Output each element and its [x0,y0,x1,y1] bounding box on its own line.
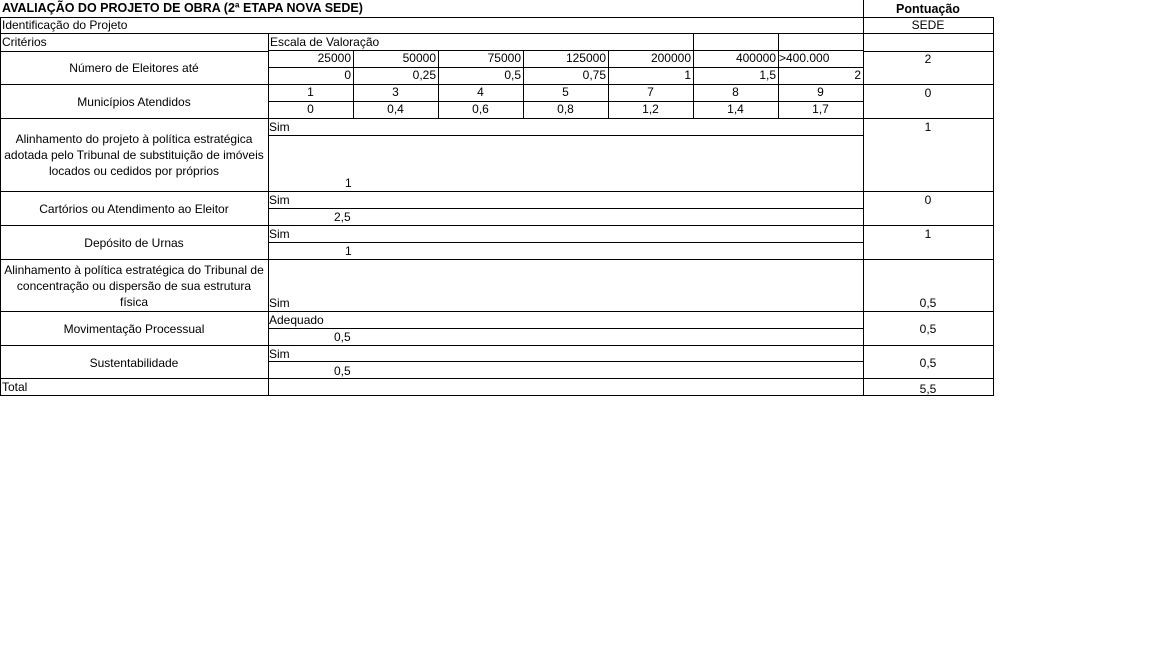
movimentacao-score: 0,5 [919,322,937,336]
eleitores-value: 1,5 [759,68,776,82]
municipios-count: 9 [817,85,824,99]
eleitores-value: 0,75 [582,68,606,82]
municipios-count: 4 [477,85,484,99]
grid-line [268,328,863,329]
municipios-label: Municípios Atendidos [77,95,191,109]
deposito-option: Sim [269,227,290,241]
grid-line [0,118,993,119]
grid-line [0,33,993,34]
eleitores-threshold: 400000 [735,51,776,65]
grid-line [0,17,993,18]
grid-line [0,345,993,346]
cartorios-score: 0 [924,193,932,207]
alinhamento-estrutura-option: Sim [269,296,290,310]
municipios-count: 3 [392,85,399,99]
eleitores-threshold: 125000 [565,51,606,65]
grid-line [0,378,993,379]
eleitores-threshold: 200000 [650,51,691,65]
sustentabilidade-label: Sustentabilidade [89,356,179,370]
grid-line [0,51,268,52]
municipios-count: 7 [647,85,654,99]
municipios-count: 8 [732,85,739,99]
sustentabilidade-value: 0,5 [334,364,351,378]
cartorios-value: 2,5 [334,210,351,224]
cartorios-label: Cartórios ou Atendimento ao Eleitor [39,202,229,216]
eleitores-threshold: 50000 [402,51,436,65]
grid-line [0,395,993,396]
criteria-label: Critérios [2,35,47,49]
eleitores-score: 2 [924,52,932,66]
grid-line [0,259,993,260]
municipios-value: 1,2 [642,102,659,116]
alinhamento-imoveis-score: 1 [924,120,932,134]
total-score: 5,5 [919,382,937,396]
movimentacao-label: Movimentação Processual [63,322,205,336]
grid-line [0,191,993,192]
grid-line [268,242,863,243]
eleitores-value: 0,5 [504,68,521,82]
eleitores-value: 2 [854,68,861,82]
alinhamento-imoveis-option: Sim [269,120,290,134]
alinhamento-imoveis-label: Alinhamento do projeto à política estratégica adotada pelo Tribunal de substituição de imóveis locados ou cedidos por próprios [4,132,264,178]
eleitores-threshold: >400.000 [779,51,830,65]
movimentacao-option: Adequado [269,313,324,327]
municipios-count: 5 [562,85,569,99]
deposito-value: 1 [345,244,352,258]
grid-line [268,208,863,209]
municipios-value: 0,6 [472,102,489,116]
score-header: Pontuação [896,2,960,16]
sheet-title: AVALIAÇÃO DO PROJETO DE OBRA (2ª ETAPA NOVA SEDE) [2,1,363,15]
municipios-value: 0 [307,102,314,116]
grid-line [268,135,863,136]
municipios-count: 1 [307,85,314,99]
movimentacao-value: 0,5 [334,330,351,344]
municipios-value: 1,4 [727,102,744,116]
scale-label: Escala de Valoração [270,35,380,49]
grid-line [0,311,993,312]
sustentabilidade-option: Sim [269,347,290,361]
eleitores-value: 0 [344,68,351,82]
municipios-value: 0,8 [557,102,574,116]
municipios-value: 1,7 [812,102,829,116]
eleitores-value: 0,25 [412,68,436,82]
eleitores-threshold: 75000 [487,51,521,65]
project-id-label: Identificação do Projeto [2,18,128,32]
sustentabilidade-score: 0,5 [919,356,937,370]
municipios-value: 0,4 [387,102,404,116]
alinhamento-imoveis-value: 1 [345,176,352,190]
alinhamento-estrutura-label: Alinhamento à política estratégica do Tribunal de concentração ou dispersão de sua estrutura física [4,263,264,309]
grid-line [268,361,863,362]
cartorios-option: Sim [269,193,290,207]
eleitores-value: 1 [684,68,691,82]
project-id-value: SEDE [911,18,945,32]
deposito-score: 1 [924,227,932,241]
grid-line [0,225,993,226]
municipios-score: 0 [924,86,932,100]
alinhamento-estrutura-score: 0,5 [919,296,937,310]
eleitores-label: Número de Eleitores até [69,61,199,75]
deposito-label: Depósito de Urnas [84,236,184,250]
eleitores-threshold: 25000 [317,51,351,65]
grid-line [993,17,994,396]
total-label: Total [2,380,28,394]
